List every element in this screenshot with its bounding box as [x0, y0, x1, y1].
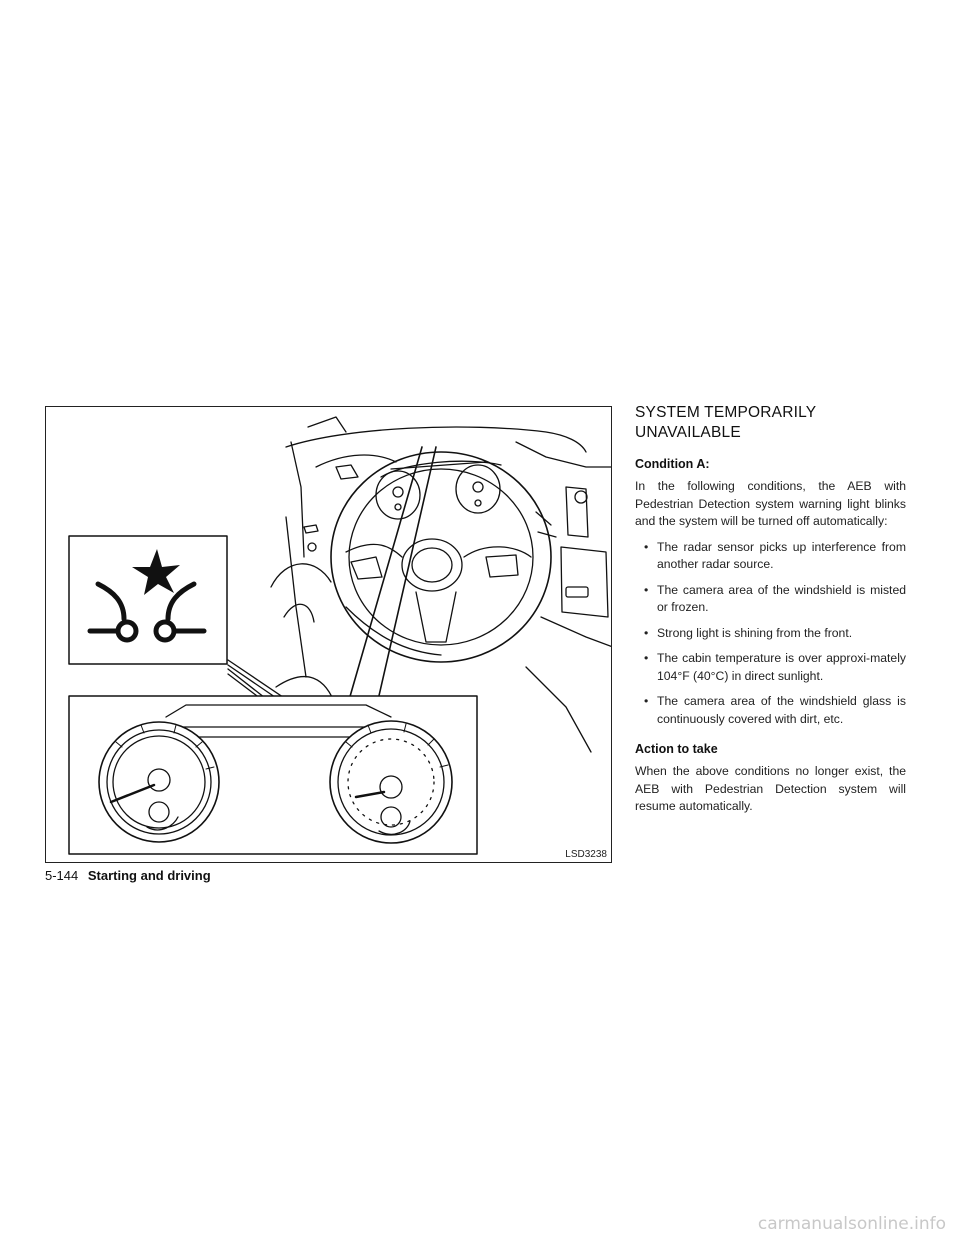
heading-line-2: UNAVAILABLE [635, 424, 741, 441]
section-heading [635, 403, 906, 443]
figure-code: LSD3238 [565, 849, 607, 860]
page-number: 5-144 [45, 868, 79, 883]
instrument-cluster-illustration [45, 406, 612, 863]
heading-line-1: SYSTEM TEMPORARILY [635, 404, 817, 421]
page-footer [45, 868, 211, 883]
intro-paragraph: In the following conditions, the AEB with Pedestrian Detection system warning light blinks and the system will be turned off automatically: [635, 479, 906, 528]
action-label: Action to take [635, 742, 718, 756]
text-column [635, 403, 906, 824]
dashboard-drawing [46, 407, 612, 863]
list-item: • The cabin temperature is over approxi-mately 104°F (40°C) in direct sunlight. [635, 650, 906, 685]
list-item: • Strong light is shining from the front. [635, 625, 906, 643]
list-item: • The camera area of the windshield is misted or frozen. [635, 582, 906, 617]
section-title: Starting and driving [87, 868, 211, 883]
condition-label: Condition A: [635, 457, 710, 471]
action-paragraph: When the above conditions no longer exist, the AEB with Pedestrian Detection system will resume automatically. [635, 764, 906, 813]
watermark-link[interactable]: carmanualsonline.info [757, 1214, 946, 1234]
conditions-list [635, 539, 906, 729]
list-item: • The camera area of the windshield glass is continuously covered with dirt, etc. [635, 693, 906, 728]
list-item: • The radar sensor picks up interference from another radar source. [635, 539, 906, 574]
